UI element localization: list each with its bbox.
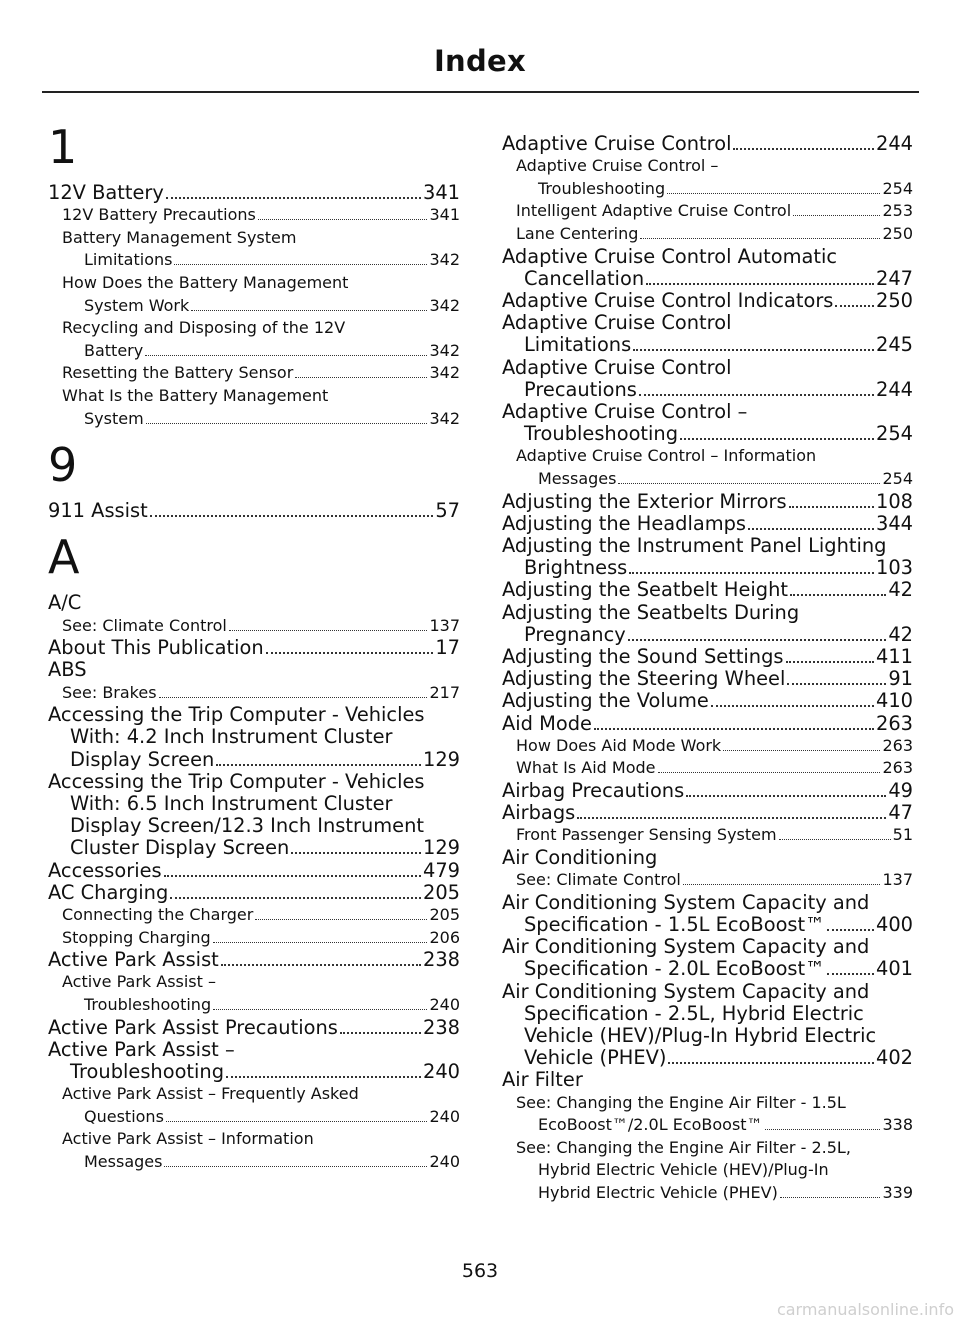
index-entry-active-park-precautions[interactable]: Active Park Assist Precautions 238 <box>48 1015 460 1039</box>
index-subentry[interactable]: Stopping Charging 206 <box>62 927 460 947</box>
index-heading-air-conditioning: Air Conditioning <box>502 846 658 870</box>
index-heading-air-filter: Air Filter <box>502 1068 583 1092</box>
index-subentry[interactable]: Resetting the Battery Sensor 342 <box>62 363 460 383</box>
index-subentry[interactable]: Front Passenger Sensing System 51 <box>516 825 913 845</box>
index-see-reference[interactable]: See: Climate Control 137 <box>62 615 460 635</box>
index-subentry[interactable]: How Does the Battery Management System Work 342 <box>62 272 460 315</box>
page-title: Index <box>433 44 527 78</box>
index-entry-accessories[interactable]: Accessories 479 <box>48 858 460 882</box>
index-heading-abs: ABS <box>48 658 87 682</box>
index-subentry[interactable]: Battery Management System Limitations 342 <box>62 227 460 270</box>
index-entry-airbag-precautions[interactable]: Airbag Precautions 49 <box>502 779 913 803</box>
section-heading-9: 9 <box>48 438 78 493</box>
index-entry-active-park-troubleshooting[interactable]: Active Park Assist – Troubleshooting 240 <box>48 1037 460 1083</box>
index-subentry[interactable]: Lane Centering 250 <box>516 223 913 243</box>
index-subentry[interactable]: Recycling and Disposing of the 12V Battery 342 <box>62 318 460 360</box>
index-entry-volume[interactable]: Adjusting the Volume 410 <box>502 689 913 713</box>
index-subentry[interactable]: 12V Battery Precautions 341 <box>62 205 460 225</box>
index-see-reference[interactable]: See: Climate Control 137 <box>516 870 913 890</box>
index-entry-12v-battery[interactable]: 12V Battery 341 <box>48 181 460 204</box>
index-entry-ac-capacity-2-5l[interactable]: Air Conditioning System Capacity and Specification - 2.5L, Hybrid Electric Vehicle (HEV)/Plug-In Hybrid Electric Vehicle (PHEV) 402 <box>502 979 913 1070</box>
index-entry-instrument-panel-lighting[interactable]: Adjusting the Instrument Panel Lighting Brightness 103 <box>502 534 913 580</box>
index-entry-acc-automatic-cancellation[interactable]: Adaptive Cruise Control Automatic Cancellation 247 <box>502 244 913 290</box>
index-column-right <box>502 133 913 1205</box>
section-heading-a: A <box>48 530 80 585</box>
index-entry-ac-capacity-1-5l[interactable]: Air Conditioning System Capacity and Specification - 1.5L EcoBoost™ 400 <box>502 890 913 937</box>
index-subentry[interactable]: What Is Aid Mode 263 <box>516 758 913 778</box>
watermark: carmanualsonline.info <box>776 1300 954 1319</box>
index-entry-acc-troubleshooting[interactable]: Adaptive Cruise Control – Troubleshooting 254 <box>502 400 913 446</box>
index-entry-seatbelt-height[interactable]: Adjusting the Seatbelt Height 42 <box>502 578 913 602</box>
index-entry-acc-limitations[interactable]: Adaptive Cruise Control Limitations 245 <box>502 311 913 357</box>
index-entry-trip-computer-4-2[interactable]: Accessing the Trip Computer - Vehicles With: 4.2 Inch Instrument Cluster Display Screen 129 <box>48 703 460 771</box>
index-subentry[interactable]: Adaptive Cruise Control – Information Messages 254 <box>516 446 913 488</box>
index-heading-ac: A/C <box>48 591 82 615</box>
index-entry-acc-precautions[interactable]: Adaptive Cruise Control Precautions 244 <box>502 355 913 401</box>
index-entry-adaptive-cruise-control[interactable]: Adaptive Cruise Control 244 <box>502 132 913 155</box>
index-entry-911-assist[interactable]: 911 Assist 57 <box>48 499 460 523</box>
section-heading-1: 1 <box>48 120 78 174</box>
index-entry-exterior-mirrors[interactable]: Adjusting the Exterior Mirrors 108 <box>502 489 913 513</box>
index-see-reference[interactable]: See: Changing the Engine Air Filter - 2.5L, Hybrid Electric Vehicle (HEV)/Plug-In Hybrid Electric Vehicle (PHEV) 339 <box>516 1137 913 1203</box>
index-column-left <box>48 118 460 1174</box>
index-entry-headlamps[interactable]: Adjusting the Headlamps 344 <box>502 511 913 535</box>
page-number: 563 <box>461 1260 499 1282</box>
index-entry-about[interactable]: About This Publication 17 <box>48 636 460 660</box>
index-entry-aid-mode[interactable]: Aid Mode 263 <box>502 711 913 735</box>
index-subentry[interactable]: What Is the Battery Management System 342 <box>62 385 460 428</box>
index-subentry[interactable]: Active Park Assist – Troubleshooting 240 <box>62 972 460 1014</box>
index-entry-trip-computer-6-5[interactable]: Accessing the Trip Computer - Vehicles With: 6.5 Inch Instrument Cluster Display Screen/12.3 Inch Instrument Cluster Display Screen 129 <box>48 769 460 860</box>
index-entry-seatbelts-pregnancy[interactable]: Adjusting the Seatbelts During Pregnancy 42 <box>502 600 913 646</box>
index-entry-ac-capacity-2-0l[interactable]: Air Conditioning System Capacity and Specification - 2.0L EcoBoost™ 401 <box>502 935 913 981</box>
index-see-reference[interactable]: See: Brakes 217 <box>62 682 460 702</box>
index-subentry[interactable]: How Does Aid Mode Work 263 <box>516 735 913 755</box>
index-entry-active-park-assist[interactable]: Active Park Assist 238 <box>48 948 460 972</box>
index-entry-sound-settings[interactable]: Adjusting the Sound Settings 411 <box>502 645 913 669</box>
index-subentry[interactable]: Connecting the Charger 205 <box>62 904 460 924</box>
index-see-reference[interactable]: See: Changing the Engine Air Filter - 1.5L EcoBoost™/2.0L EcoBoost™ 338 <box>516 1092 913 1135</box>
index-entry-airbags[interactable]: Airbags 47 <box>502 801 913 825</box>
title-divider <box>42 91 919 93</box>
index-entry-acc-indicators[interactable]: Adaptive Cruise Control Indicators 250 <box>502 288 913 312</box>
index-subentry[interactable]: Intelligent Adaptive Cruise Control 253 <box>516 201 913 221</box>
index-subentry[interactable]: Active Park Assist – Frequently Asked Questions 240 <box>62 1084 460 1126</box>
index-subentry[interactable]: Active Park Assist – Information Messages 240 <box>62 1129 460 1171</box>
index-subentry[interactable]: Adaptive Cruise Control – Troubleshooting 254 <box>516 156 913 198</box>
index-entry-steering-wheel[interactable]: Adjusting the Steering Wheel 91 <box>502 667 913 691</box>
index-entry-ac-charging[interactable]: AC Charging 205 <box>48 880 460 904</box>
